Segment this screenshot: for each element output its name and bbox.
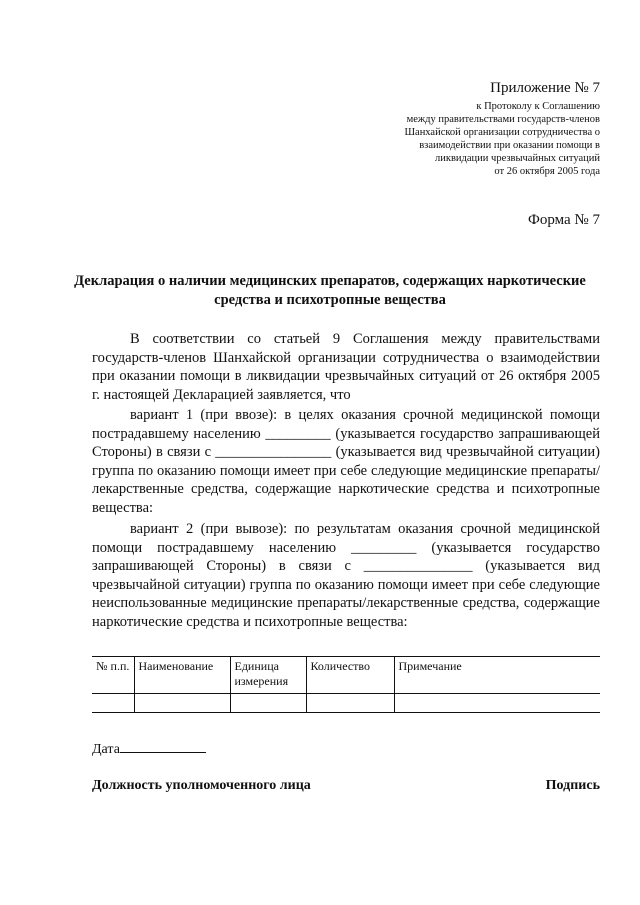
column-header-quantity: Количество xyxy=(306,657,394,694)
date-blank-line xyxy=(120,740,206,753)
variant1-paragraph: вариант 1 (при ввозе): в целях оказания срочной медицинской помощи пострадавшему населению _________ (указывается государство запрашивающей Стороны) в связи с ________________ (указывается вид чрезвычайной ситуации) группа по оказанию помощи имеет при себе следующие медицинские препараты/лекарственные средства, содержащие наркотические средства и психотропные вещества: xyxy=(92,407,600,516)
appendix-line: ликвидации чрезвычайных ситуаций xyxy=(435,153,600,164)
table-cell xyxy=(230,694,306,713)
column-header-note: Примечание xyxy=(394,657,600,694)
table-cell xyxy=(306,694,394,713)
column-header-number: № п.п. xyxy=(92,657,134,694)
date-field xyxy=(92,740,206,758)
appendix-line: Шанхайской организации сотрудничества о xyxy=(404,127,600,138)
form-number: Форма № 7 xyxy=(528,212,600,228)
table-cell xyxy=(92,694,134,713)
column-header-unit: Единица измерения xyxy=(230,657,306,694)
column-header-name: Наименование xyxy=(134,657,230,694)
appendix-block xyxy=(404,80,600,178)
table-cell xyxy=(394,694,600,713)
table-header-row xyxy=(92,657,600,694)
appendix-line: между правительствами государств-членов xyxy=(406,114,600,125)
table-cell xyxy=(134,694,230,713)
appendix-line: взаимодействии при оказании помощи в xyxy=(419,140,600,151)
table-row xyxy=(92,694,600,713)
declaration-table xyxy=(92,656,600,713)
date-label: Дата xyxy=(92,742,120,757)
position-label: Должность уполномоченного лица xyxy=(92,778,311,793)
appendix-title: Приложение № 7 xyxy=(490,80,600,96)
appendix-line: к Протоколу к Соглашению xyxy=(476,101,600,112)
appendix-line: от 26 октября 2005 года xyxy=(494,166,600,177)
signature-label: Подпись xyxy=(545,778,600,793)
document-heading: Декларация о наличии медицинских препаратов, содержащих наркотические средства и психотропные вещества xyxy=(74,273,586,308)
variant2-paragraph: вариант 2 (при вывозе): по результатам оказания срочной медицинской помощи пострадавшему населению _________ (указывается государство запрашивающей Стороны) в связи с _______________ (указывается вид чрезвычайной ситуации) группа по оказанию помощи имеет при себе следующие неиспользованные медицинские препараты/лекарственные средства, содержащие наркотические средства и психотропные вещества: xyxy=(92,521,600,630)
intro-paragraph: В соответствии со статьей 9 Соглашения между правительствами государств-членов Шанхайской организации сотрудничества о взаимодействии при оказании помощи в ликвидации чрезвычайных ситуаций от 26 октября 2005 г. настоящей Декларацией заявляется, что xyxy=(92,331,600,403)
